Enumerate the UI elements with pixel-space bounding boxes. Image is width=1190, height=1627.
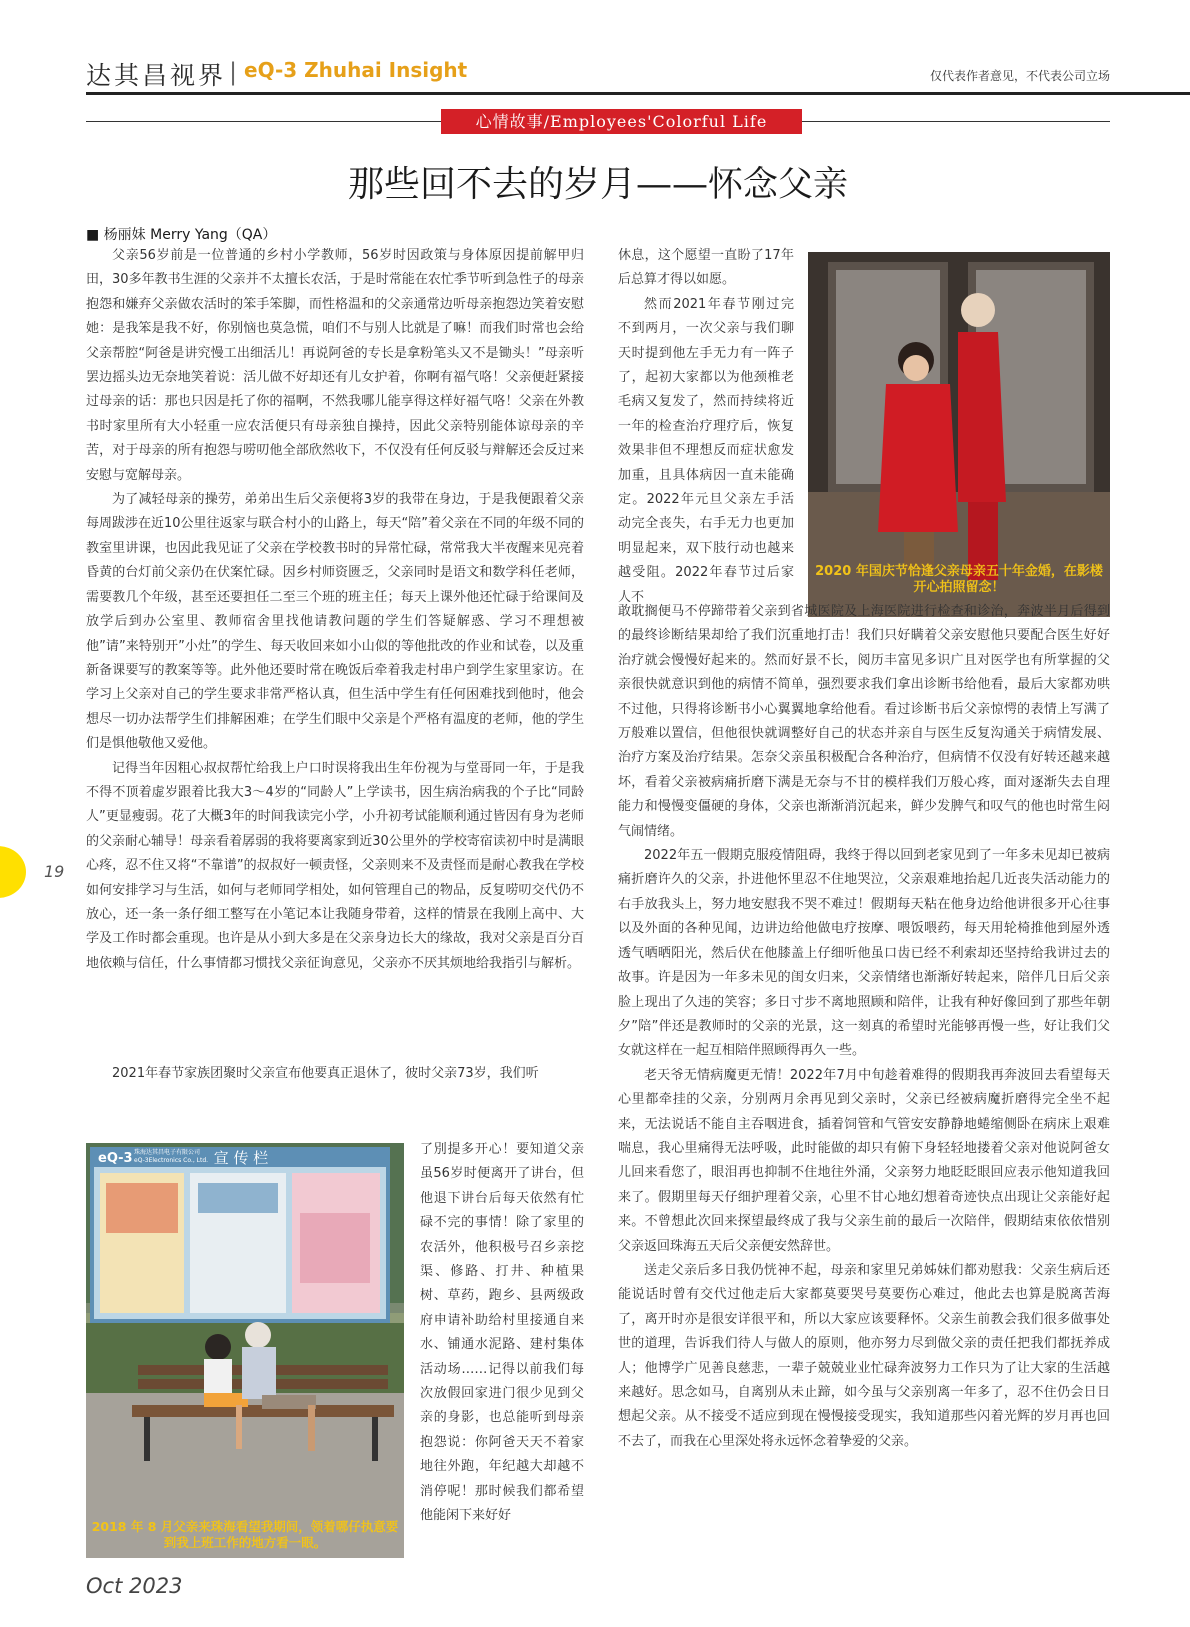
paragraph: 老天爷无情病魔更无情！2022年7月中旬趁着难得的假期我再奔波回去看望每天心里都牵挂的父亲，分别两月余再见到父亲时，父亲已经被病魔折磨得完全坐不起来，无法说话不能自主吞咽进食，插着饲管和气管安安静静地蜷缩侧卧在病床上艰难喘息，我心里痛得无法呼吸，此时能做的却只有俯下身轻轻地搂着父亲对他说阿爸女儿回来看您了，眼泪再也抑制不住地往外涌，父亲努力地眨眨眼回应表示他知道我回来了。假期里每天仔细护理着父亲，心里不甘心地幻想着奇迹快点出现让父亲能好起来。不曾想此次回来探望最终成了我与父亲生前的最后一次陪伴，假期结束依依惜别父亲返回珠海五天后父亲便安然辞世。 [618,1067,1110,1254]
bench-photo-scene [86,1143,404,1558]
photo-bench [86,1143,404,1558]
paragraph: 为了减轻母亲的操劳，弟弟出生后父亲便将3岁的我带在身边，于是我便跟着父亲每周跋涉在近10公里往返家与联合村小的山路上，每天“陪”着父亲在不同的年级不同的教室里讲课，也因此我见证了父亲在学校教书时的异常忙碌，常常我大半夜醒来见亮着昏黄的台灯前父亲仍在伏案忙碌。因乡村师资匮乏，父亲同时是语文和数学科任老师，需要教几个年级，甚至还要担任二至三个班的班主任；每天上课外他还忙碌于给课间及放学后到办公室里、教师宿舍里找他请教问题的学生们答疑解惑、学习不理想被他”请”来特别开”小灶”的学生、每天收回来如小山似的等他批改的作业和试卷，以及重新备课要写的教案等等。此外他还要时常在晚饭后牵着我走村串户到学生家里家访。在学习上父亲对自己的学生要求非常严格认真，但生活中学生有任何困难找到他时，他会想尽一切办法帮学生们排解困难；在学生们眼中父亲是个严格有温度的老师，他的学生们是惧他敬他又爱他。 [86,492,585,752]
right-wide-column [618,600,1110,1454]
left-column [86,244,584,976]
title-sub: 怀念父亲 [708,165,849,205]
left-photo-caption: 2018 年 8 月父亲来珠海看望我期间，领着哪仔执意要到我上班工作的地方看一眼。 [91,1519,399,1550]
page-number: 19 [44,862,65,881]
paragraph: 记得当年因粗心叔叔帮忙给我上户口时误将我出生年份视为与堂哥同一年，于是我不得不顶着虚岁跟着比我大3～4岁的“同龄人”上学读书，因生病治病我的个子比“同龄人”更显瘦弱。花了大概3年的时间我读完小学，小升初考试能顺利通过皆因有身为老师的父亲耐心辅导！母亲看着孱弱的我将要离家到近30公里外的学校寄宿读初中时是满眼心疼，忍不住又将“不靠谱”的叔叔好一顿责怪，父亲则来不及责怪而是耐心教我在学校如何安排学习与生活，如何与老师同学相处，如何管理自己的物品，反复唠叨交代仍不放心，还一条一条仔细工整写在小笔记本让我随身带着，这样的情景在我刚上高中、大学及工作时都会重现。也许是从小到大多是在父亲身边长大的缘故，我对父亲是百分百地依赖与信任，什么事情都习惯找父亲征询意见，父亲亦不厌其烦地给我指引与解析。 [86,760,584,971]
paragraph: 2022年五一假期克服疫情阻碍，我终于得以回到老家见到了一年多未见却已被病痛折磨许久的父亲，扑进他怀里忍不住地哭泣，父亲艰难地抬起几近丧失活动能力的右手放我头上，努力地安慰我不哭不难过！假期每天粘在他身边给他讲很多开心往事以及外面的各种见闻，边讲边给他做电疗按摩、喂饭喂药，每天用轮椅推他到屋外透透气晒晒阳光，然后伏在他膝盖上仔细听他虽口齿已经不利索却还坚持给我讲过去的故事。许是因为一年多未见的闺女归来，父亲情绪也渐渐好转起来，陪伴几日后父亲脸上现出了久违的笑容；多日寸步不离地照顾和陪伴，让我有种好像回到了那些年朝夕”陪”伴还是教师时的父亲的光景，这一刻真的希望时光能够再慢一些，好让我们父女就这样在一起互相陪伴照顾得再久一些。 [618,848,1110,1059]
author-byline: ■ 杨丽妹 Merry Yang（QA） [86,227,277,243]
paragraph: 2021年春节家族团聚时父亲宣布他要真正退休了，彼时父亲73岁，我们听 [112,1066,539,1081]
left-tail-line [86,1062,584,1086]
board-logo: eQ-3 [98,1151,133,1166]
footer-date: Oct 2023 [86,1574,183,1598]
paragraph: 父亲56岁前是一位普通的乡村小学教师，56岁时因政策与身体原因提前解甲归田，30多年教书生涯的父亲并不太擅长农活，于是时常能在农忙季节听到急性子的母亲抱怨和嫌弃父亲做农活时的笨手笨脚，而性格温和的父亲通常边听母亲抱怨边笑着安慰她：是我笨是我不好，你别恼也莫急慌，咱们不与别人比就是了嘛！而我们时常也会给父亲帮腔“阿爸是讲究慢工出细活儿！再说阿爸的专长是拿粉笔头又不是锄头！”母亲听罢边摇头边无奈地笑着说：活儿做不好却还有儿女护着，你啊有福气咯！父亲便赶紧接过母亲的话：那也只因是托了你的福啊，不然我哪儿能享得这样好福气咯！父亲在外教书时家里所有大小轻重一应农活便只有母亲独自操持，因此父亲特别能体谅母亲的辛苦，对于母亲的所有抱怨与唠叨他全部欣然收下，不仅没有任何反驳与辩解还会反过来安慰与宽解母亲。 [86,248,584,483]
portrait-photo-scene [808,252,1110,617]
board-title: 宣 传 栏 [213,1149,269,1167]
brand-english: eQ-3 Zhuhai Insight [244,58,468,82]
brand-separator: | [229,58,238,86]
paragraph: 了別提多开心！要知道父亲虽56岁时便离开了讲台，但他退下讲台后每天依然有忙碌不完的事情！除了家里的农活外，他积极号召乡亲挖渠、修路、打井、种植果树、草药，跑乡、县两级政府申请补助给村里接通自来水、铺通水泥路、建村集体活动场……记得以前我们每次放假回家进门很少见到父亲的身影，也总能听到母亲抱怨说：你阿爸天天不着家地往外跑，年纪越大却越不消停呢！那时候我们都希望他能闲下来好好 [420,1142,584,1524]
board-company-en: eQ-3Electronics Co., Ltd. [134,1157,209,1164]
page-tab [0,846,26,898]
right-photo-caption: 2020 年国庆节恰逢父亲母亲五十年金婚，在影楼开心拍照留念！ [815,564,1103,595]
right-narrow-column [618,244,794,610]
disclaimer: 仅代表作者意见，不代表公司立场 [929,69,1110,83]
brand-chinese: 达其昌视界 [86,61,227,90]
section-tag: 心情故事/Employees'Colorful Life [441,109,802,134]
board-company-cn: 珠海达其昌电子有限公司 [134,1149,201,1156]
title-main: 那些回不去的岁月—— [347,164,708,205]
article-title [86,156,1110,207]
paragraph: 敢耽搁便马不停蹄带着父亲到省城医院及上海医院进行检查和诊治，奔波半月后得到的最终诊断结果却给了我们沉重地打击！我们只好瞒着父亲安慰他只要配合医生好好治疗就会慢慢好起来的。然而好景不长，阅历丰富见多识广且对医学也有所掌握的父亲很快就意识到他的病情不简单，强烈要求我们拿出诊断书给他看，最后大家都劝哄不过他，只得将诊断书小心翼翼地拿给他看。看过诊断书后父亲惊愕的表情上写满了万般难以置信，但他很快就调整好自己的状态并亲自与医生反复沟通关于病情发展、治疗方案及治疗结果。怎奈父亲虽积极配合各种治疗，但病情不仅没有好转还越来越坏，看着父亲被病痛折磨下满是无奈与不甘的模样我们万般心疼，面对逐渐失去自理能力和慢慢变僵硬的身体，父亲也渐渐消沉起来，鲜少发脾气和叹气的他也时常生闷气闹情绪。 [618,604,1110,839]
paragraph: 送走父亲后多日我仍恍神不起，母亲和家里兄弟姊妹们都劝慰我：父亲生病后还能说话时曾有交代过他走后大家都莫要哭号莫要伤心难过，他此去也算是脱离苦海了，离开时亦是很安详很平和，所以大家应该要释怀。父亲生前教会我们很多做事处世的道理，告诉我们待人与做人的原则，他亦努力尽到做父亲的责任把我们都抚养成人；他博学广见善良慈悲，一辈子兢兢业业忙碌奔波努力工作只为了让大家的生活越来越好。思念如马，自离别从未止蹄，如今虽与父亲别离一年多了，忍不住仍会日日想起父亲。从不接受不适应到现在慢慢接受现实，我知道那些闪着光辉的岁月再也回不去了，而我在心里深处将永远怀念着挚爱的父亲。 [618,1262,1110,1449]
paragraph: 然而2021年春节刚过完不到两月，一次父亲与我们聊天时提到他左手无力有一阵子了，起初大家都以为他颈椎老毛病又复发了，然而持续将近一年的检查治疗理疗后，恢复效果非但不理想反而症状愈发加重，且具体病因一直未能确定。2022年元旦父亲左手活动完全丧失，右手无力也更加明显起来，双下肢行动也越来越受阻。2022年春节过后家人不 [618,296,794,605]
header-rule [86,92,1190,95]
left-wrap-column [420,1138,584,1529]
photo-portrait [808,252,1110,617]
paragraph: 休息，这个愿望一直盼了17年后总算才得以如愿。 [618,248,794,288]
